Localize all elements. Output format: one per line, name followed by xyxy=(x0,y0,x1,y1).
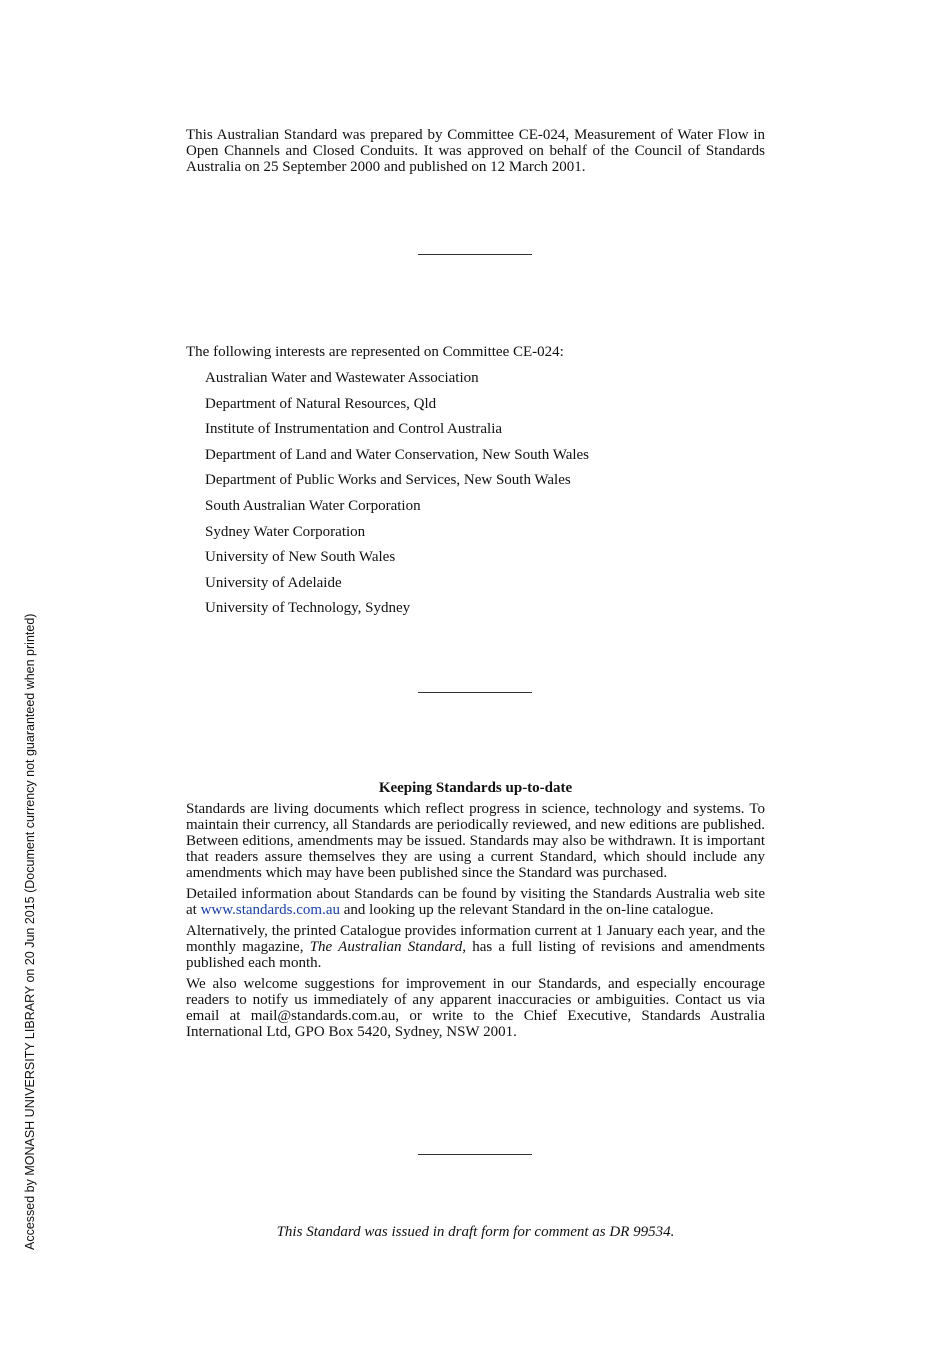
committee-member: University of Technology, Sydney xyxy=(205,600,411,617)
paragraph-text: , has a full listing of revisions and amendments published each month. xyxy=(186,939,765,971)
divider-2 xyxy=(418,692,532,693)
standards-website-link[interactable]: www.standards.com.au xyxy=(200,902,340,918)
paragraph-catalogue xyxy=(186,923,765,971)
divider-3 xyxy=(418,1154,532,1155)
paragraph-text: and looking up the relevant Standard in the on-line catalogue. xyxy=(340,902,714,918)
committee-member: Sydney Water Corporation xyxy=(205,523,366,540)
committee-member: Department of Natural Resources, Qld xyxy=(205,395,437,412)
committee-member: Department of Public Works and Services, New South Wales xyxy=(205,472,571,489)
committee-member: University of New South Wales xyxy=(205,549,396,566)
magazine-title: The Australian Standard xyxy=(309,939,463,955)
divider-1 xyxy=(418,254,532,255)
committee-member: Department of Land and Water Conservation, New South Wales xyxy=(205,446,590,463)
paragraph-text: Detailed information about Standards can be found by visiting the Standards Australia web site at xyxy=(186,886,765,918)
paragraph-living-documents: Standards are living documents which reflect progress in science, technology and systems. To maintain their currency, all Standards are periodically reviewed, and new editions are published. Between editions, amendments may be issued. Standards may also be withdrawn. It is important that readers assure themselves they are using a current Standard, which should include any amendments which may have been published since the Standard was purchased. xyxy=(186,801,765,881)
committee-member: Australian Water and Wastewater Association xyxy=(205,370,479,386)
committee-member: Institute of Instrumentation and Control Australia xyxy=(205,421,503,438)
committee-member: South Australian Water Corporation xyxy=(205,497,421,514)
paragraph-web-site xyxy=(186,886,765,918)
committee-intro: The following interests are represented on Committee CE-024: xyxy=(186,344,564,360)
committee-member: University of Adelaide xyxy=(205,574,342,591)
draft-note: This Standard was issued in draft form for comment as DR 99534. xyxy=(276,1224,675,1240)
committee-list xyxy=(205,369,589,625)
keeping-up-to-date-body xyxy=(186,801,765,1045)
paragraph-text: Alternatively, the printed Catalogue provides information current at 1 January each year, and the monthly magazine, xyxy=(186,923,765,955)
access-stamp: Accessed by MONASH UNIVERSITY LIBRARY on 20 Jun 2015 (Document currency not guaranteed when printed) xyxy=(23,613,37,1250)
section-heading: Keeping Standards up-to-date xyxy=(378,780,573,796)
paragraph-contact: We also welcome suggestions for improvement in our Standards, and especially encourage readers to notify us immediately of any apparent inaccuracies or ambiguities. Contact us via email at mail@standards.com.au, or write to the Chief Executive, Standards Australia International Ltd, GPO Box 5420, Sydney, NSW 2001. xyxy=(186,976,765,1040)
intro-paragraph: This Australian Standard was prepared by Committee CE-024, Measurement of Water Flow in Open Channels and Closed Conduits. It was approved on behalf of the Council of Standards Australia on 25 September 2000 and published on 12 March 2001. xyxy=(186,127,765,175)
